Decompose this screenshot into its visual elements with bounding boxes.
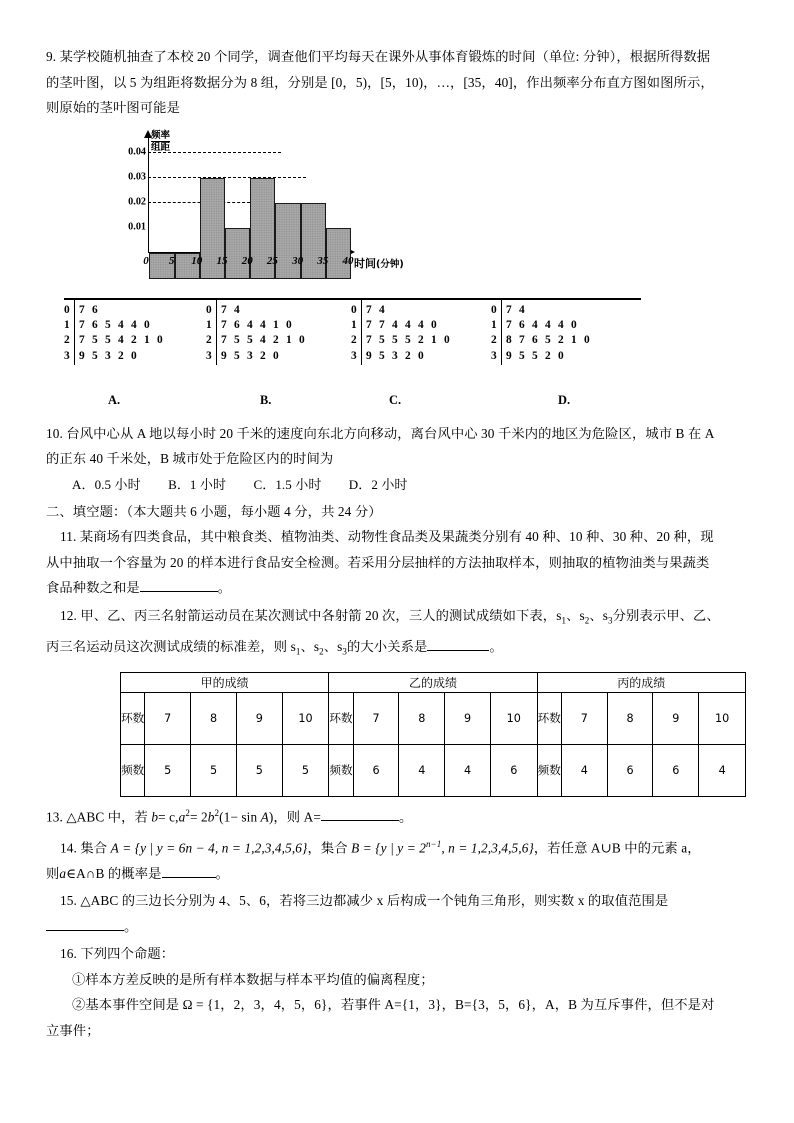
- question-15: [46, 888, 746, 939]
- leaves: 7 4: [221, 303, 240, 316]
- q15-text-1: △ABC 的三边长分别为 4、5、6，若将三边都减少 x 后构成一个钝角三角形，则实数 x 的取值范围是: [80, 893, 669, 909]
- q9-line-2: 的茎叶图，以 5 为组距将数据分为 8 组，分别是 [0，5)，[5，10)，…，[35，40]，作出频率分布直方图如图所示，: [46, 74, 714, 90]
- x-axis-label: [354, 255, 404, 271]
- rings-bing-1: 8: [607, 692, 653, 744]
- stemleaf-b-row-3: [206, 349, 354, 364]
- option-label-c[interactable]: C.: [389, 392, 402, 407]
- stemleaf-d-row-3: [491, 349, 641, 364]
- stemleaf-c-row-0: [351, 303, 499, 318]
- question-9: [46, 44, 746, 121]
- q10-choice-c[interactable]: C．1.5 小时: [253, 476, 322, 492]
- q14-seg-1: 集合: [80, 840, 108, 856]
- bar-7: [326, 228, 351, 278]
- leaves: 9 5 3 2 0: [221, 349, 279, 362]
- y-tick-0: 0.01: [128, 221, 146, 233]
- x-axis-label-unit: (分钟): [376, 258, 404, 270]
- stem: 0: [351, 303, 357, 316]
- row-label-freq-yi: 频数: [329, 744, 353, 796]
- q9-line-3: 则原始的茎叶图可能是: [46, 100, 180, 115]
- freq-bing-2: 6: [653, 744, 699, 796]
- y-axis-label-numerator: 频率: [151, 129, 171, 141]
- stemleaf-c-top-rule: [351, 298, 499, 300]
- frequency-histogram-figure: [46, 127, 746, 282]
- option-labels-row: [46, 393, 746, 415]
- y-axis-label-denominator: 组距: [151, 141, 171, 153]
- q12-answer-blank[interactable]: [427, 639, 489, 651]
- stemleaf-b-row-2: [206, 333, 354, 348]
- leaves: 7 6 4 4 4 0: [506, 318, 577, 331]
- q12-sub-1: 1: [561, 615, 567, 626]
- q14-number: 14.: [60, 840, 77, 856]
- x-tick-5: 25: [266, 254, 278, 267]
- option-label-a[interactable]: A.: [108, 392, 121, 407]
- freq-jia-3: 5: [282, 744, 329, 796]
- stem: 2: [491, 334, 497, 347]
- leaves: 9 5 5 2 0: [506, 349, 564, 362]
- q11-line-2: 从中抽取一个容量为 20 的样本进行食品安全检测。若采用分层抽样的方法抽取样本，则抽取的植物油类与果蔬类: [46, 554, 710, 570]
- q13-exp-b: 2: [214, 807, 220, 818]
- x-tick-4: 20: [241, 254, 253, 267]
- q12-text-2a: 丙三名运动员这次测试成绩的标准差，则 s: [46, 638, 296, 654]
- q15-line-2: [46, 914, 746, 940]
- q12-sub-2: 2: [584, 615, 590, 626]
- q10-choice-b[interactable]: B．1 小时: [168, 476, 227, 492]
- stem: 3: [491, 349, 497, 362]
- stem: 2: [206, 334, 212, 347]
- stemleaf-a-row-1: [64, 318, 212, 333]
- q11-line-1: [46, 524, 746, 550]
- q14-set-b-pre: = {y | y = 2: [362, 840, 426, 856]
- freq-jia-2: 5: [236, 744, 282, 796]
- bar-5: [275, 203, 300, 279]
- q13-text-pre: △ABC 中，若: [66, 809, 148, 825]
- q14-set-b-post: , n = 1,2,3,4,5,6}: [441, 840, 534, 856]
- question-16: [46, 941, 746, 1043]
- stemleaf-c-divider: [361, 299, 363, 365]
- rings-bing-3: 10: [699, 692, 746, 744]
- q13-answer-blank[interactable]: [321, 809, 399, 821]
- q14-set-a-body: = {y | y = 6n − 4, n = 1,2,3,4,5,6}: [122, 840, 308, 856]
- stemleaf-d-divider: [501, 299, 503, 365]
- q10-choice-d[interactable]: D．2 小时: [348, 476, 408, 492]
- q12-number: 12.: [60, 607, 77, 623]
- row-label-rings-jia: 环数: [121, 692, 145, 744]
- leaves: 7 7 4 4 4 0: [366, 318, 437, 331]
- stem: 0: [491, 303, 497, 316]
- q12-text-2d: 的大小关系是: [347, 638, 428, 654]
- freq-yi-1: 4: [399, 744, 445, 796]
- q11-line-3: [46, 575, 746, 601]
- bar-6: [301, 203, 329, 279]
- stemleaf-c-row-1: [351, 318, 499, 333]
- stemleaf-a-top-rule: [64, 298, 212, 300]
- q13-math-paren: (1− sin: [219, 809, 261, 825]
- q12-sub-6: 3: [342, 646, 348, 657]
- q12-sub-4: 1: [295, 646, 301, 657]
- q10-choice-a[interactable]: A．0.5 小时: [72, 476, 141, 492]
- section-2-heading: 二、填空题：（本大题共 6 小题，每小题 4 分，共 24 分）: [46, 503, 382, 519]
- freq-jia-0: 5: [145, 744, 191, 796]
- q12-text-2b: 、s: [300, 638, 320, 654]
- freq-bing-1: 6: [607, 744, 653, 796]
- stem: 2: [351, 334, 357, 347]
- q13-text-mid: ，则 A=: [273, 809, 321, 825]
- q13-math-b2: b: [207, 809, 215, 825]
- q15-period: 。: [124, 918, 138, 934]
- row-label-freq-jia: 频数: [121, 744, 145, 796]
- q12-line-2: [46, 634, 746, 665]
- stemleaf-d-row-2: [491, 333, 641, 348]
- q14-period: 。: [215, 865, 229, 881]
- q14-set-a-name: A: [110, 840, 119, 856]
- q12-text-1d: 分别表示甲、乙、: [612, 607, 720, 623]
- rings-jia-0: 7: [145, 692, 191, 744]
- freq-jia-1: 5: [191, 744, 237, 796]
- bar-3: [225, 228, 250, 278]
- stemleaf-b-row-1: [206, 318, 354, 333]
- q11-period: 。: [217, 580, 232, 595]
- stemleaf-b-top-rule: [206, 298, 354, 300]
- group-header-yi: 乙的成绩: [329, 672, 537, 692]
- leaves: 7 5 5 5 2 1 0: [366, 334, 450, 347]
- stemleaf-option-c[interactable]: [351, 298, 499, 365]
- y-axis-label: [151, 131, 170, 154]
- stem: 2: [64, 334, 70, 347]
- q13-math-b: b: [151, 809, 159, 825]
- q14-seg-2: ，集合: [307, 840, 348, 856]
- stem: 1: [64, 318, 70, 331]
- stemleaf-c-row-2: [351, 333, 499, 348]
- q16-number: 16.: [60, 946, 77, 962]
- q13-number: 13.: [46, 809, 63, 825]
- x-tick-1: 5: [168, 254, 175, 267]
- q13-period: 。: [398, 809, 413, 825]
- q13-math-eq2: = 2: [189, 809, 208, 825]
- x-axis-label-text: 时间: [354, 256, 376, 270]
- frequency-histogram: [102, 129, 404, 279]
- y-tick-2: 0.03: [128, 171, 146, 183]
- rings-yi-2: 9: [445, 692, 491, 744]
- q13-math-a: a: [178, 809, 186, 825]
- stem: 3: [64, 349, 70, 362]
- group-header-jia: 甲的成绩: [121, 672, 329, 692]
- stemleaf-option-b[interactable]: [206, 298, 354, 365]
- question-11: [46, 524, 746, 601]
- q16-line-1: [46, 941, 746, 967]
- leaves: 9 5 3 2 0: [79, 349, 137, 362]
- q16-intro: 下列四个命题：: [80, 946, 175, 962]
- group-header-bing: 丙的成绩: [537, 672, 745, 692]
- leaves: 7 6: [79, 303, 98, 316]
- q12-text-1b: 、s: [566, 607, 585, 623]
- x-tick-8: 40: [342, 254, 354, 267]
- leaves: 8 7 6 5 2 1 0: [506, 334, 590, 347]
- stem: 3: [206, 349, 212, 362]
- stem: 1: [206, 318, 212, 331]
- leaves: 7 6 4 4 1 0: [221, 318, 292, 331]
- q11-text-3: 食品种数之和是: [46, 580, 140, 595]
- q11-answer-blank[interactable]: [140, 580, 218, 592]
- q11-text-1: 某商场有四类食品，其中粮食类、植物油类、动物性食品类及果蔬类分别有 40 种、10 种、30 种、20 种，现: [79, 529, 714, 544]
- x-tick-3: 15: [216, 254, 228, 267]
- table-row-rings: [121, 692, 746, 744]
- q12-line-1: [46, 603, 746, 634]
- leaves: 7 4: [366, 303, 385, 316]
- stemleaf-d-row-0: [491, 303, 641, 318]
- q14-line2-math: a: [59, 865, 67, 881]
- stemleaf-c-body: [351, 303, 499, 365]
- stemleaf-d-row-1: [491, 318, 641, 333]
- freq-yi-2: 4: [445, 744, 491, 796]
- stem: 0: [206, 303, 212, 316]
- rings-bing-2: 9: [653, 692, 699, 744]
- q15-answer-blank[interactable]: [46, 919, 124, 931]
- freq-yi-0: 6: [353, 744, 399, 796]
- row-label-rings-bing: 环数: [537, 692, 561, 744]
- freq-bing-0: 4: [561, 744, 607, 796]
- rings-yi-0: 7: [353, 692, 399, 744]
- stem: 3: [351, 349, 357, 362]
- option-label-d[interactable]: D.: [558, 392, 571, 407]
- stemleaf-a-body: [64, 303, 212, 365]
- q12-text-1a: 甲、乙、丙三名射箭运动员在某次测试中各射箭 20 次，三人的测试成绩如下表，s: [80, 607, 562, 623]
- x-tick-0: 0: [143, 254, 149, 267]
- row-label-freq-bing: 频数: [537, 744, 561, 796]
- leaves: 7 5 5 4 2 1 0: [79, 334, 163, 347]
- q10-line-1: [46, 421, 746, 447]
- stem: 1: [491, 318, 497, 331]
- q14-answer-blank[interactable]: [162, 866, 216, 878]
- stemleaf-a-divider: [74, 299, 76, 365]
- stemleaf-b-divider: [216, 299, 218, 365]
- y-tick-1: 0.02: [128, 196, 146, 208]
- rings-jia-3: 10: [282, 692, 329, 744]
- gridline-0.04: [148, 152, 281, 153]
- question-14: [46, 832, 746, 886]
- q16-item-2-line-1: ②基本事件空间是 Ω = {1，2，3，4，5，6}，若事件 A={1，3}，B={3，5，6}，A，B 为互斥事件，但不是对: [72, 997, 715, 1013]
- q13-math-eq1: = c,: [158, 809, 179, 825]
- q10-number: 10.: [46, 425, 63, 441]
- stemleaf-option-a[interactable]: [64, 298, 212, 365]
- leaves: 9 5 3 2 0: [366, 349, 424, 362]
- q15-number: 15.: [60, 893, 77, 909]
- stem: 0: [64, 303, 70, 316]
- stemleaf-d-body: [491, 303, 641, 365]
- rings-jia-2: 9: [236, 692, 282, 744]
- stemleaf-a-row-3: [64, 349, 212, 364]
- q9-text-1: 某学校随机抽查了本校 20 个同学，调查他们平均每天在课外从事体育锻炼的时间（单位: 分钟），根据所得数据: [59, 49, 711, 64]
- stemleaf-option-d[interactable]: [491, 298, 641, 365]
- q11-number: 11.: [60, 529, 77, 544]
- question-13: [46, 801, 746, 830]
- q12-sub-3: 3: [608, 615, 613, 626]
- leaves: 7 6 5 4 4 0: [79, 318, 150, 331]
- stemleaf-a-row-0: [64, 303, 212, 318]
- q13-math-close: ): [268, 809, 274, 825]
- q10-line-2: 的正东 40 千米处，B 城市处于危险区内的时间为: [46, 451, 334, 466]
- q14-line-1: [46, 832, 746, 861]
- table-row-frequencies: [121, 744, 746, 796]
- q14-seg-3: ，若任意 A∪B 中的元素 a，: [533, 840, 701, 856]
- q9-line-1: [46, 44, 746, 70]
- stemleaf-d-top-rule: [491, 298, 641, 300]
- x-tick-7: 35: [317, 254, 329, 267]
- rings-jia-1: 8: [191, 692, 237, 744]
- q12-sub-5: 2: [319, 646, 324, 657]
- stemleaf-b-row-0: [206, 303, 354, 318]
- q13-line-1: [46, 801, 746, 830]
- q12-text-1c: 、s: [589, 607, 609, 623]
- question-12: [46, 603, 746, 797]
- stemleaf-options-row: [46, 298, 746, 390]
- x-tick-2: 10: [191, 254, 203, 267]
- q9-number: 9.: [46, 49, 57, 64]
- q12-period: 。: [489, 638, 503, 654]
- q13-math-A: A: [260, 809, 269, 825]
- y-tick-3: 0.04: [128, 146, 146, 158]
- rings-bing-0: 7: [561, 692, 607, 744]
- q16-item-2-line-2: 立事件；: [46, 1022, 100, 1038]
- x-tick-6: 30: [292, 254, 304, 267]
- q10-choices: [46, 472, 746, 497]
- row-label-rings-yi: 环数: [329, 692, 353, 744]
- q14-line2-pre: 则: [46, 865, 60, 881]
- q14-set-b-exp: n−1: [425, 838, 442, 849]
- rings-yi-1: 8: [399, 692, 445, 744]
- q10-text-1: 台风中心从 A 地以每小时 20 千米的速度向东北方向移动，离台风中心 30 千米内的地区为危险区，城市 B 在 A: [66, 425, 715, 441]
- leaves: 7 5 5 4 2 1 0: [221, 334, 305, 347]
- q13-exp-a: 2: [185, 807, 190, 818]
- q14-set-b-name: B: [351, 840, 360, 856]
- q16-item-1: ①样本方差反映的是所有样本数据与样本平均值的偏离程度；: [72, 971, 434, 987]
- stemleaf-a-row-2: [64, 333, 212, 348]
- q14-line2-mid: ∈A∩B 的概率是: [66, 865, 162, 881]
- stem: 1: [351, 318, 357, 331]
- freq-yi-3: 6: [490, 744, 537, 796]
- q12-text-2c: 、s: [323, 638, 343, 654]
- freq-bing-3: 4: [699, 744, 746, 796]
- q15-line-1: [46, 888, 746, 914]
- rings-yi-3: 10: [490, 692, 537, 744]
- stemleaf-b-body: [206, 303, 354, 365]
- stemleaf-c-row-3: [351, 349, 499, 364]
- q14-line-2: [46, 861, 746, 887]
- scores-table: [120, 672, 746, 797]
- question-10: [46, 421, 746, 497]
- table-row-group-headers: [121, 672, 746, 692]
- leaves: 7 4: [506, 303, 525, 316]
- option-label-b[interactable]: B.: [260, 392, 272, 407]
